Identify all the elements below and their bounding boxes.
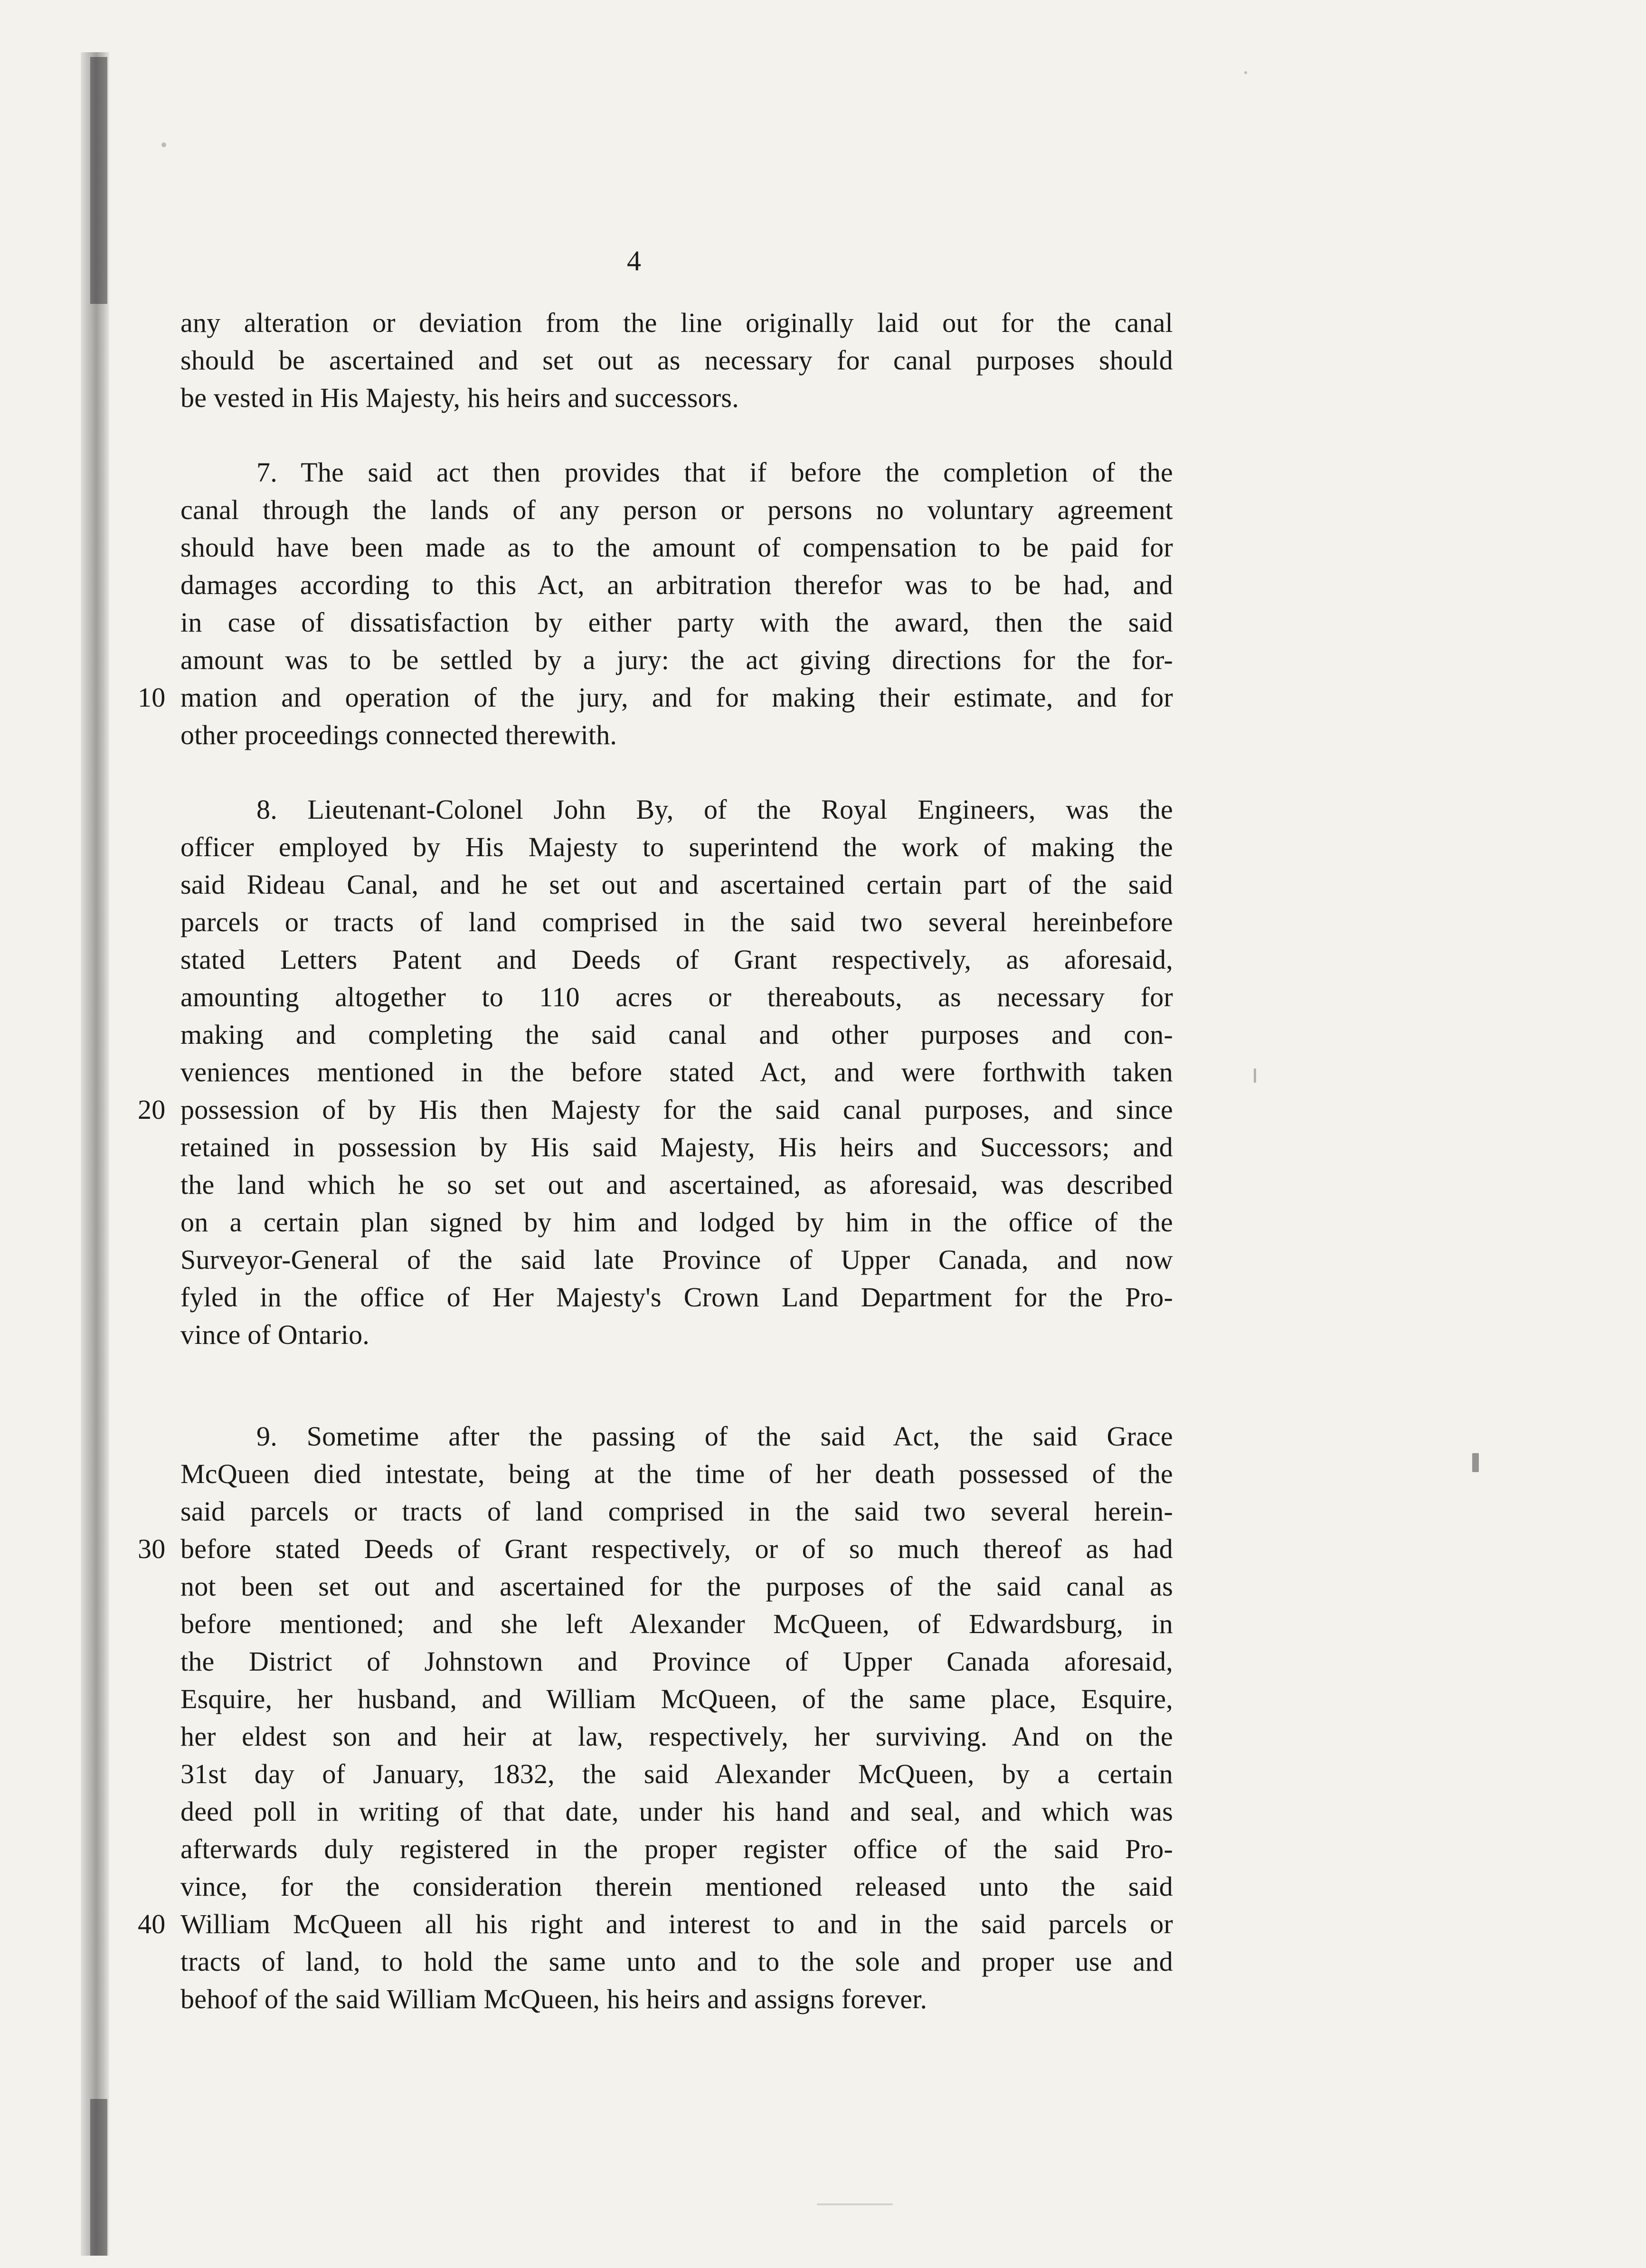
- text-line: said parcels or tracts of land comprised in the said two several herein-: [180, 1496, 1173, 1527]
- text-line: vince, for the consideration therein mentioned released unto the said: [180, 1871, 1173, 1902]
- paragraph-7: [138, 454, 1173, 754]
- paragraph-8: [138, 791, 1173, 1353]
- text-line-numbered: [138, 1091, 1173, 1128]
- text-line: veniences mentioned in the before stated Act, and were forthwith taken: [180, 1057, 1173, 1087]
- text-line: making and completing the said canal and other purposes and con-: [180, 1019, 1173, 1050]
- text-line-content: William McQueen all his right and interest to and in the said parcels or: [180, 1909, 1173, 1939]
- text-line: be vested in His Majesty, his heirs and successors.: [180, 382, 739, 413]
- text-line: before mentioned; and she left Alexander McQueen, of Edwardsburg, in: [180, 1608, 1173, 1639]
- page-spine-shadow: [81, 52, 109, 2256]
- text-line-content: possession of by His then Majesty for the said canal purposes, and since: [180, 1094, 1173, 1125]
- text-line: not been set out and ascertained for the purposes of the said canal as: [180, 1571, 1173, 1602]
- text-line: other proceedings connected therewith.: [180, 719, 617, 750]
- spine-dark-edge-top: [90, 57, 107, 304]
- text-line: fyled in the office of Her Majesty's Crown Land Department for the Pro-: [180, 1282, 1173, 1313]
- text-line: vince of Ontario.: [180, 1319, 369, 1350]
- text-line: deed poll in writing of that date, under his hand and seal, and which was: [180, 1796, 1173, 1827]
- text-line: 31st day of January, 1832, the said Alexander McQueen, by a certain: [180, 1758, 1173, 1789]
- paragraph-6-continued: [180, 304, 1173, 416]
- text-line: canal through the lands of any person or persons no voluntary agreement: [180, 494, 1173, 525]
- line-number: 20: [138, 1094, 166, 1125]
- text-line-numbered: [138, 1905, 1173, 1943]
- text-line: retained in possession by His said Majesty, His heirs and Successors; and: [180, 1132, 1173, 1162]
- text-line: 9. Sometime after the passing of the said Act, the said Grace: [256, 1421, 1173, 1452]
- text-line: Esquire, her husband, and William McQueen, of the same place, Esquire,: [180, 1683, 1173, 1714]
- text-line: tracts of land, to hold the same unto and to the sole and proper use and: [180, 1946, 1173, 1977]
- text-line: amounting altogether to 110 acres or thereabouts, as necessary for: [180, 982, 1173, 1012]
- text-line: McQueen died intestate, being at the time of her death possessed of the: [180, 1458, 1173, 1489]
- line-number: 10: [138, 682, 166, 713]
- page-number: 4: [627, 245, 641, 276]
- text-line: said Rideau Canal, and he set out and ascertained certain part of the said: [180, 869, 1173, 900]
- paragraph-9: [138, 1418, 1173, 2018]
- text-line: amount was to be settled by a jury: the act giving directions for the for-: [180, 644, 1173, 675]
- text-line: any alteration or deviation from the line originally laid out for the canal: [180, 307, 1173, 338]
- ink-speck: [1244, 71, 1247, 74]
- text-line: officer employed by His Majesty to superintend the work of making the: [180, 832, 1173, 862]
- ink-speck: [1254, 1068, 1256, 1083]
- text-line: behoof of the said William McQueen, his heirs and assigns forever.: [180, 1984, 927, 2014]
- text-line: should be ascertained and set out as necessary for canal purposes should: [180, 345, 1173, 376]
- text-line-content: before stated Deeds of Grant respectively, or of so much thereof as had: [180, 1533, 1173, 1564]
- text-line: parcels or tracts of land comprised in the said two several hereinbefore: [180, 907, 1173, 937]
- text-line-content: mation and operation of the jury, and for making their estimate, and for: [180, 682, 1173, 713]
- text-line: stated Letters Patent and Deeds of Grant respectively, as aforesaid,: [180, 944, 1173, 975]
- ink-speck: [1472, 1453, 1479, 1472]
- text-line: her eldest son and heir at law, respectively, her surviving. And on the: [180, 1721, 1173, 1752]
- ink-speck: [817, 2203, 893, 2205]
- text-line: 8. Lieutenant-Colonel John By, of the Royal Engineers, was the: [256, 794, 1173, 825]
- text-line: should have been made as to the amount of compensation to be paid for: [180, 532, 1173, 563]
- text-line: the land which he so set out and ascertained, as aforesaid, was described: [180, 1169, 1173, 1200]
- line-number: 30: [138, 1533, 166, 1564]
- text-line: on a certain plan signed by him and lodged by him in the office of the: [180, 1207, 1173, 1238]
- text-line: 7. The said act then provides that if before the completion of the: [256, 457, 1173, 488]
- text-line: the District of Johnstown and Province of Upper Canada aforesaid,: [180, 1646, 1173, 1677]
- spine-dark-edge-bottom: [90, 2099, 107, 2256]
- line-number: 40: [138, 1909, 166, 1939]
- text-line: afterwards duly registered in the proper register office of the said Pro-: [180, 1833, 1173, 1864]
- text-line: damages according to this Act, an arbitration therefor was to be had, and: [180, 569, 1173, 600]
- text-line: in case of dissatisfaction by either party with the award, then the said: [180, 607, 1173, 638]
- text-line: Surveyor-General of the said late Province of Upper Canada, and now: [180, 1244, 1173, 1275]
- ink-speck: [161, 142, 166, 147]
- text-line-numbered: [138, 1530, 1173, 1568]
- text-line-numbered: [138, 679, 1173, 716]
